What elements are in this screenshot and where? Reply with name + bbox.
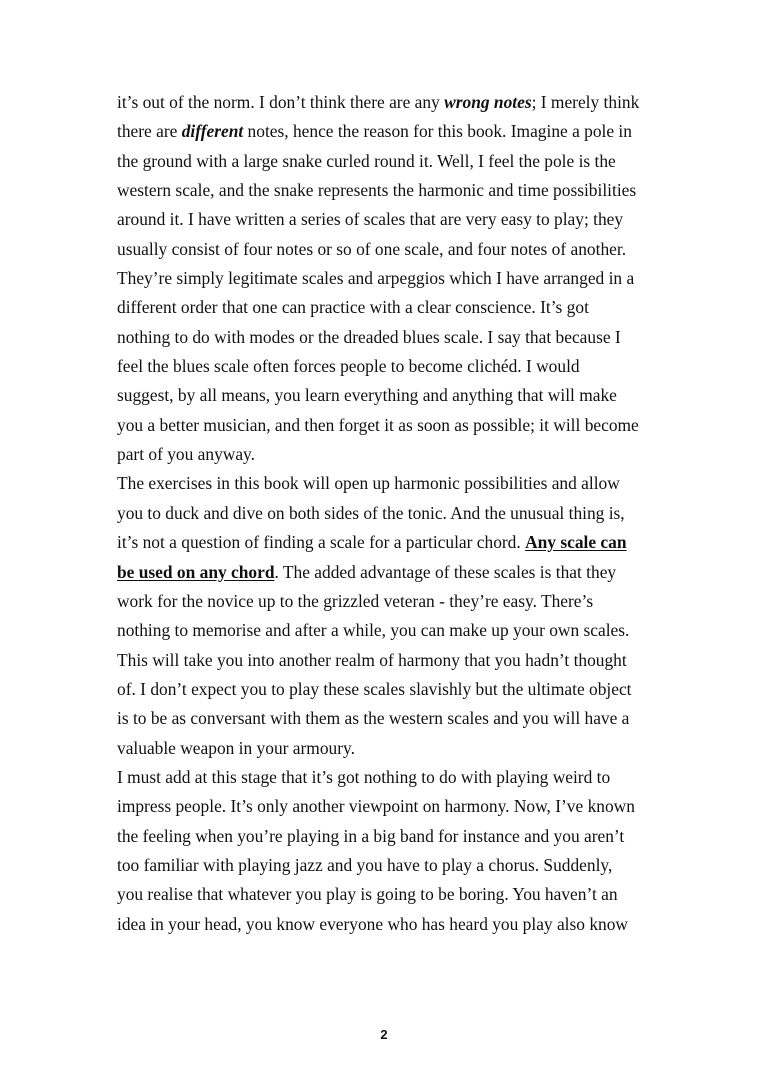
text-run: western scale, and the snake represents the harmonic and time possibilities xyxy=(117,180,637,201)
text-run: valuable weapon in your armoury. xyxy=(117,737,355,758)
text-run: the ground with a large snake curled round it. Well, I feel the pole is the xyxy=(117,150,616,171)
text-line xyxy=(117,792,677,821)
text-line xyxy=(117,469,677,498)
text-run: part of you anyway. xyxy=(117,444,255,465)
text-run: I must add at this stage that it’s got nothing to do with playing weird to xyxy=(117,766,611,787)
text-run: This will take you into another realm of harmony that you hadn’t thought xyxy=(117,649,627,670)
text-run: . The added advantage of these scales is that they xyxy=(274,561,617,582)
text-run: usually consist of four notes or so of one scale, and four notes of another. xyxy=(117,238,627,259)
text-line xyxy=(117,763,677,792)
text-run: impress people. It’s only another viewpoint on harmony. Now, I’ve known xyxy=(117,796,635,817)
text-run: notes, hence the reason for this book. Imagine a pole in xyxy=(243,121,632,142)
text-line xyxy=(117,558,677,587)
text-run: it’s not a question of finding a scale for a particular chord. xyxy=(117,532,526,553)
text-line xyxy=(117,176,677,205)
text-line xyxy=(117,117,677,146)
text-run: idea in your head, you know everyone who has heard you play also know xyxy=(117,913,628,934)
text-run: nothing to memorise and after a while, you can make up your own scales. xyxy=(117,620,630,641)
text-run: is to be as conversant with them as the western scales and you will have a xyxy=(117,708,630,729)
emphasis-bold-underline: Any scale can xyxy=(525,532,627,553)
text-run: work for the novice up to the grizzled veteran - they’re easy. There’s xyxy=(117,590,594,611)
text-line xyxy=(117,528,677,557)
text-run: suggest, by all means, you learn everything and anything that will make xyxy=(117,385,617,406)
body-text xyxy=(117,88,677,939)
text-run: around it. I have written a series of scales that are very easy to play; they xyxy=(117,209,624,230)
text-run: feel the blues scale often forces people to become clichéd. I would xyxy=(117,356,580,377)
emphasis-bold-italic: wrong notes xyxy=(444,92,532,112)
text-run: you to duck and dive on both sides of the tonic. And the unusual thing is, xyxy=(117,502,625,523)
text-line xyxy=(117,293,677,322)
text-run: ; I merely think xyxy=(531,92,640,112)
text-run: different order that one can practice with a clear conscience. It’s got xyxy=(117,297,589,318)
text-line xyxy=(117,323,677,352)
text-line xyxy=(117,587,677,616)
text-run: nothing to do with modes or the dreaded blues scale. I say that because I xyxy=(117,326,621,347)
text-run: too familiar with playing jazz and you have to play a chorus. Suddenly, xyxy=(117,854,613,875)
text-run: The exercises in this book will open up harmonic possibilities and allow xyxy=(117,473,620,494)
text-line xyxy=(117,499,677,528)
text-line xyxy=(117,704,677,733)
text-run: of. I don’t expect you to play these scales slavishly but the ultimate object xyxy=(117,678,632,699)
text-line xyxy=(117,616,677,645)
text-run: it’s out of the norm. I don’t think there are any xyxy=(117,92,445,112)
text-run: the feeling when you’re playing in a big band for instance and you aren’t xyxy=(117,825,625,846)
text-line xyxy=(117,675,677,704)
text-line xyxy=(117,264,677,293)
text-line xyxy=(117,205,677,234)
text-line xyxy=(117,88,677,117)
text-line xyxy=(117,822,677,851)
text-line xyxy=(117,235,677,264)
emphasis-bold-italic: different xyxy=(181,121,244,142)
text-line xyxy=(117,910,677,939)
emphasis-bold-underline: be used on any chord xyxy=(117,561,275,582)
text-run: They’re simply legitimate scales and arpeggios which I have arranged in a xyxy=(117,268,635,289)
text-run: you a better musician, and then forget it as soon as possible; it will become xyxy=(117,414,639,435)
text-line xyxy=(117,440,677,469)
text-run: there are xyxy=(117,121,182,142)
page-number: 2 xyxy=(380,1027,388,1042)
text-line xyxy=(117,147,677,176)
text-line xyxy=(117,646,677,675)
text-line xyxy=(117,851,677,880)
text-run: you realise that whatever you play is going to be boring. You haven’t an xyxy=(117,884,618,905)
text-line xyxy=(117,880,677,909)
text-line xyxy=(117,352,677,381)
text-line xyxy=(117,411,677,440)
text-line xyxy=(117,734,677,763)
text-line xyxy=(117,381,677,410)
